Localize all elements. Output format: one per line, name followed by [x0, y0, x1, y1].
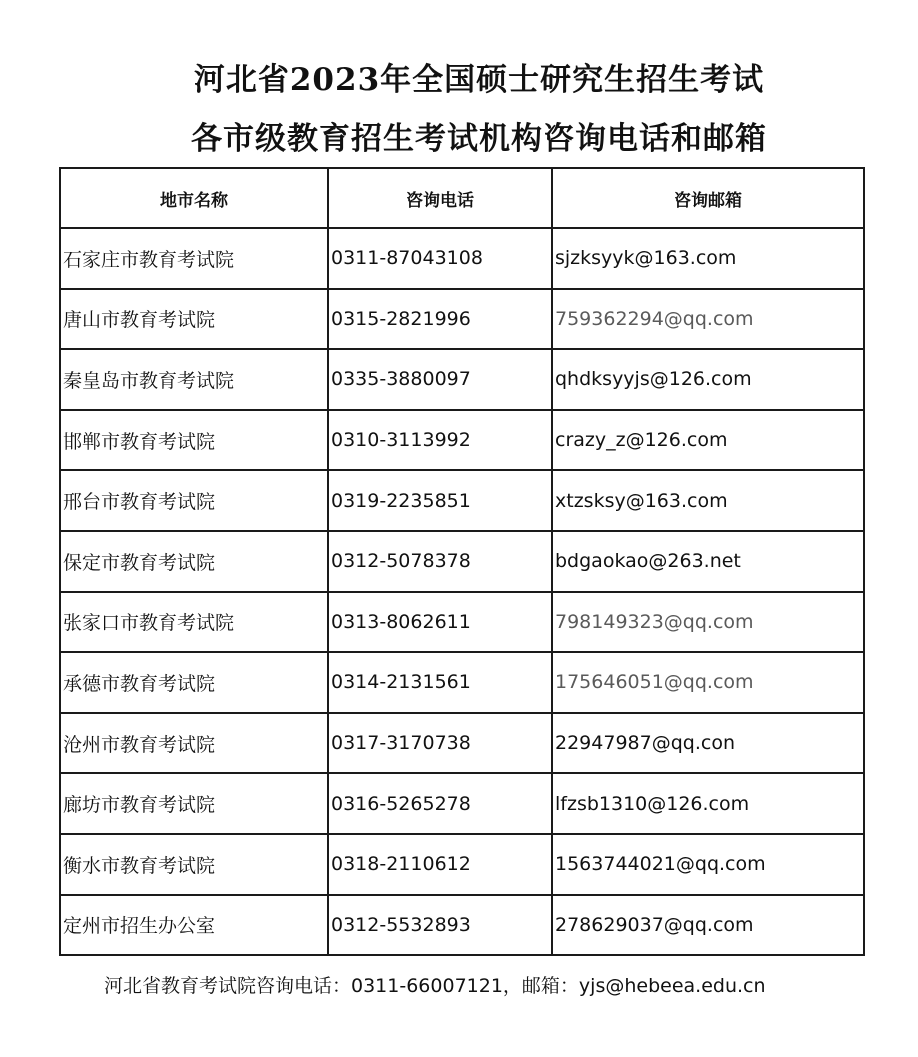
table-header — [60, 168, 864, 228]
table-row — [60, 773, 864, 834]
table-body — [60, 228, 864, 955]
email-cell: 1563744021@qq.com — [552, 834, 864, 895]
table-row — [60, 713, 864, 774]
phone-cell: 0317-3170738 — [328, 713, 552, 774]
email-cell: 798149323@qq.com — [552, 592, 864, 653]
footer-contact-note: 河北省教育考试院咨询电话：0311-66007121，邮箱：yjs@hebeea.edu.cn — [104, 975, 766, 997]
table-row — [60, 834, 864, 895]
table-row — [60, 228, 864, 289]
email-cell: sjzksyyk@163.com — [552, 228, 864, 289]
city-name-cell: 沧州市教育考试院 — [60, 713, 328, 774]
header-email: 咨询邮箱 — [552, 168, 864, 228]
phone-cell: 0318-2110612 — [328, 834, 552, 895]
header-city-name: 地市名称 — [60, 168, 328, 228]
city-name-cell: 石家庄市教育考试院 — [60, 228, 328, 289]
email-cell: 22947987@qq.con — [552, 713, 864, 774]
city-name-cell: 张家口市教育考试院 — [60, 592, 328, 653]
table-header-row — [60, 168, 864, 228]
email-cell: qhdksyyjs@126.com — [552, 349, 864, 410]
phone-cell: 0312-5532893 — [328, 895, 552, 956]
table-row — [60, 470, 864, 531]
phone-cell: 0312-5078378 — [328, 531, 552, 592]
table-row — [60, 652, 864, 713]
email-cell: lfzsb1310@126.com — [552, 773, 864, 834]
document-title-line1: 河北省2023年全国硕士研究生招生考试 — [193, 62, 765, 98]
phone-cell: 0311-87043108 — [328, 228, 552, 289]
city-name-cell: 承德市教育考试院 — [60, 652, 328, 713]
email-cell: 175646051@qq.com — [552, 652, 864, 713]
city-name-cell: 秦皇岛市教育考试院 — [60, 349, 328, 410]
email-cell: bdgaokao@263.net — [552, 531, 864, 592]
city-name-cell: 唐山市教育考试院 — [60, 289, 328, 350]
phone-cell: 0335-3880097 — [328, 349, 552, 410]
email-cell: xtzsksy@163.com — [552, 470, 864, 531]
phone-cell: 0313-8062611 — [328, 592, 552, 653]
document-title-line2: 各市级教育招生考试机构咨询电话和邮箱 — [191, 121, 767, 157]
city-name-cell: 廊坊市教育考试院 — [60, 773, 328, 834]
phone-cell: 0315-2821996 — [328, 289, 552, 350]
table-row — [60, 895, 864, 956]
contacts-table — [59, 167, 865, 956]
phone-cell: 0316-5265278 — [328, 773, 552, 834]
phone-cell: 0310-3113992 — [328, 410, 552, 471]
email-cell: 759362294@qq.com — [552, 289, 864, 350]
email-cell: crazy_z@126.com — [552, 410, 864, 471]
city-name-cell: 保定市教育考试院 — [60, 531, 328, 592]
table-row — [60, 289, 864, 350]
city-name-cell: 邢台市教育考试院 — [60, 470, 328, 531]
email-cell: 278629037@qq.com — [552, 895, 864, 956]
phone-cell: 0314-2131561 — [328, 652, 552, 713]
header-phone: 咨询电话 — [328, 168, 552, 228]
city-name-cell: 衡水市教育考试院 — [60, 834, 328, 895]
table-row — [60, 531, 864, 592]
city-name-cell: 邯郸市教育考试院 — [60, 410, 328, 471]
phone-cell: 0319-2235851 — [328, 470, 552, 531]
table-row — [60, 349, 864, 410]
table-row — [60, 592, 864, 653]
table-row — [60, 410, 864, 471]
city-name-cell: 定州市招生办公室 — [60, 895, 328, 956]
